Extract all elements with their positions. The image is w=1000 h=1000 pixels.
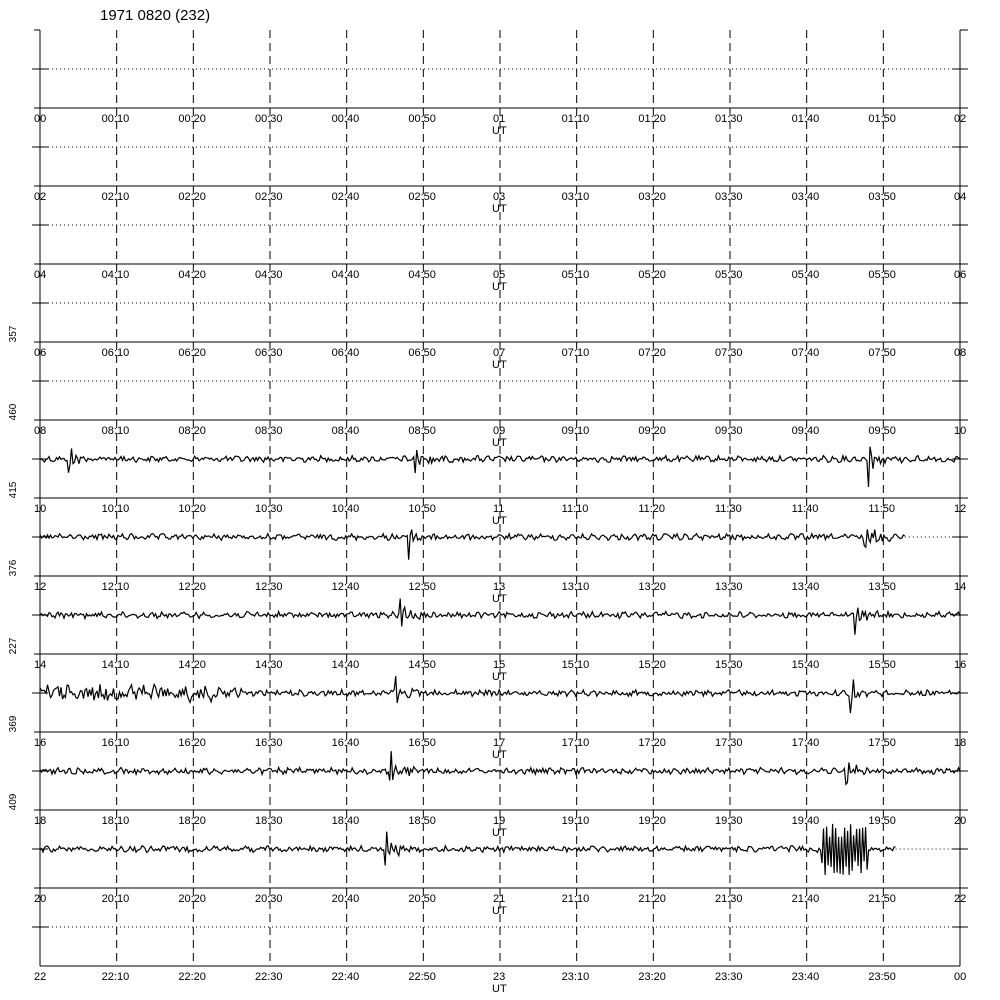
row-ylabel: 460 [8,403,19,421]
minute-tick-label: 23:50 [868,971,896,983]
minute-tick-label: 22:20 [178,971,206,983]
minute-tick-label: 18:20 [178,815,206,827]
minute-tick-label: 01:30 [715,113,743,125]
minute-tick-label: 02:20 [178,191,206,203]
minute-tick-label: 16:20 [178,737,206,749]
minute-tick-label: 12:10 [101,581,130,593]
ut-axis-label: UT [492,983,507,995]
row-04 [32,186,968,293]
minute-tick-label: 02:40 [331,191,360,203]
minute-tick-label: 06:50 [408,347,436,359]
minute-tick-label: 11 [493,503,505,515]
minute-tick-label: 22:30 [255,971,283,983]
row-ylabel: 369 [8,715,19,733]
minute-tick-label: 03:10 [561,191,590,203]
minute-tick-label: 12:50 [408,581,436,593]
minute-tick-label: 19:50 [868,815,896,827]
minute-tick-label: 15:40 [791,659,820,671]
minute-tick-label: 19:20 [638,815,666,827]
minute-tick-label: 07:30 [715,347,743,359]
minute-tick-label: 18:10 [101,815,130,827]
minute-tick-label: 22:10 [101,971,130,983]
minute-tick-label: 14:40 [331,659,360,671]
row-16 [8,637,968,761]
hour-label-start: 12 [34,581,47,593]
minute-tick-label: 15:30 [715,659,743,671]
minute-tick-label: 09:40 [791,425,820,437]
minute-tick-label: 12:30 [255,581,283,593]
hour-label-end: 14 [954,581,967,593]
minute-tick-label: 17:40 [791,737,820,749]
minute-tick-label: 19:30 [715,815,743,827]
row-ylabel: 409 [8,793,19,811]
minute-tick-label: 08:10 [101,425,130,437]
minute-tick-label: 22:50 [408,971,436,983]
minute-tick-label: 04:30 [255,269,283,281]
minute-tick-label: 01:20 [638,113,666,125]
minute-tick-label: 13:20 [638,581,666,593]
minute-tick-label: 07:20 [638,347,666,359]
ut-axis-label: UT [492,203,507,215]
minute-tick-label: 15:10 [561,659,590,671]
minute-tick-label: 23 [493,971,506,983]
minute-tick-label: 17:30 [715,737,743,749]
minute-tick-label: 12:20 [178,581,206,593]
minute-tick-label: 03:40 [791,191,820,203]
minute-tick-label: 07:40 [791,347,820,359]
minute-tick-label: 03:20 [638,191,666,203]
minute-tick-label: 23:20 [638,971,666,983]
minute-tick-label: 16:30 [255,737,283,749]
minute-tick-label: 01:40 [791,113,820,125]
minute-tick-label: 10:30 [255,503,283,515]
minute-tick-label: 10:50 [408,503,436,515]
minute-tick-label: 13:10 [561,581,590,593]
minute-tick-label: 15 [493,659,506,671]
minute-tick-label: 02:30 [255,191,283,203]
hour-label-start: 04 [34,269,47,281]
row-ylabel: 227 [8,637,19,655]
minute-tick-label: 08:20 [178,425,206,437]
ut-axis-label: UT [492,125,507,137]
row-20 [8,793,968,917]
minute-tick-label: 11:40 [791,503,819,515]
minute-tick-label: 09:50 [868,425,896,437]
minute-tick-label: 23:10 [561,971,590,983]
minute-tick-label: 06:40 [331,347,360,359]
hour-label-end: 08 [954,347,967,359]
hour-label-start: 22 [34,971,47,983]
minute-tick-label: 18:30 [255,815,283,827]
minute-tick-label: 10:40 [331,503,360,515]
ut-axis-label: UT [492,827,507,839]
minute-tick-label: 13:30 [715,581,743,593]
hour-label-start: 02 [34,191,47,203]
minute-tick-label: 02:50 [408,191,436,203]
hour-label-end: 16 [954,659,967,671]
minute-tick-label: 11:30 [715,503,742,515]
plot-rows [8,30,968,995]
minute-tick-label: 20:10 [101,893,130,905]
row-00 [32,30,968,137]
minute-tick-label: 21:40 [791,893,820,905]
minute-tick-label: 08:30 [255,425,283,437]
minute-tick-label: 19:10 [561,815,590,827]
minute-tick-label: 01 [493,113,506,125]
minute-tick-label: 00:50 [408,113,436,125]
minute-tick-label: 13:40 [791,581,820,593]
minute-tick-label: 11:50 [868,503,896,515]
hour-label-start: 20 [34,893,47,905]
minute-tick-label: 21:50 [868,893,896,905]
minute-tick-label: 06:30 [255,347,283,359]
ut-axis-label: UT [492,749,507,761]
minute-tick-label: 14:10 [101,659,130,671]
hour-label-end: 12 [954,503,967,515]
ut-axis-label: UT [492,593,507,605]
minute-tick-label: 15:50 [868,659,896,671]
row-02 [32,108,968,215]
hour-label-start: 10 [34,503,47,515]
hour-label-end: 22 [954,893,967,905]
hour-label-end: 20 [954,815,967,827]
minute-tick-label: 04:20 [178,269,206,281]
hour-label-end: 02 [954,113,967,125]
minute-tick-label: 23:30 [715,971,743,983]
minute-tick-label: 21:30 [715,893,743,905]
minute-tick-label: 16:50 [408,737,436,749]
hour-label-end: 00 [954,971,967,983]
minute-tick-label: 10:20 [178,503,206,515]
seismic-trace [40,824,896,875]
seismic-trace [40,529,905,559]
minute-tick-label: 05:20 [638,269,666,281]
minute-tick-label: 05:40 [791,269,820,281]
minute-tick-label: 14:20 [178,659,206,671]
chart-title: 1971 0820 (232) [100,7,211,24]
row-12 [8,481,968,605]
minute-tick-label: 14:50 [408,659,436,671]
minute-tick-label: 19 [493,815,506,827]
minute-tick-label: 03 [493,191,506,203]
minute-tick-label: 05:50 [868,269,896,281]
minute-tick-label: 03:30 [715,191,743,203]
minute-tick-label: 20:50 [408,893,436,905]
minute-tick-label: 04:50 [408,269,436,281]
row-ylabel: 376 [8,559,19,577]
minute-tick-label: 19:40 [791,815,820,827]
minute-tick-label: 05:10 [561,269,590,281]
minute-tick-label: 08:40 [331,425,360,437]
minute-tick-label: 21:20 [638,893,666,905]
minute-tick-label: 09:30 [715,425,743,437]
minute-tick-label: 08:50 [408,425,436,437]
minute-tick-label: 00:30 [255,113,283,125]
minute-tick-label: 21:10 [561,893,590,905]
minute-tick-label: 17 [493,737,506,749]
minute-tick-label: 03:50 [868,191,896,203]
minute-tick-label: 17:50 [868,737,896,749]
minute-tick-label: 06:20 [178,347,206,359]
hour-label-start: 00 [34,113,47,125]
minute-tick-label: 12:40 [331,581,360,593]
minute-tick-label: 10:10 [101,503,130,515]
hour-label-end: 06 [954,269,967,281]
hour-label-start: 14 [34,659,47,671]
row-10 [8,403,968,527]
minute-tick-label: 23:40 [791,971,820,983]
minute-tick-label: 14:30 [255,659,283,671]
minute-tick-label: 01:50 [868,113,896,125]
minute-tick-label: 16:40 [331,737,360,749]
hour-label-start: 16 [34,737,47,749]
minute-tick-label: 18:40 [331,815,360,827]
minute-tick-label: 13 [493,581,506,593]
minute-tick-label: 17:10 [561,737,590,749]
minute-tick-label: 02:10 [101,191,130,203]
ut-axis-label: UT [492,905,507,917]
minute-tick-label: 11:20 [638,503,666,515]
minute-tick-label: 20:40 [331,893,360,905]
minute-tick-label: 20:20 [178,893,206,905]
minute-tick-label: 05:30 [715,269,743,281]
minute-tick-label: 18:50 [408,815,436,827]
hour-label-start: 18 [34,815,47,827]
row-14 [8,559,968,683]
row-ylabel: 415 [8,481,19,499]
ut-axis-label: UT [492,359,507,371]
minute-tick-label: 05 [493,269,506,281]
minute-tick-label: 20:30 [255,893,283,905]
row-ylabel: 357 [8,325,19,343]
minute-tick-label: 04:10 [101,269,130,281]
minute-tick-label: 15:20 [638,659,666,671]
minute-tick-label: 01:10 [561,113,590,125]
minute-tick-label: 07 [493,347,506,359]
row-06 [32,264,968,371]
ut-axis-label: UT [492,437,507,449]
ut-axis-label: UT [492,671,507,683]
minute-tick-label: 07:10 [561,347,590,359]
minute-tick-label: 00:40 [331,113,360,125]
minute-tick-label: 16:10 [101,737,130,749]
minute-tick-label: 11:10 [561,503,589,515]
hour-label-end: 18 [954,737,967,749]
ut-axis-label: UT [492,281,507,293]
ut-axis-label: UT [492,515,507,527]
minute-tick-label: 07:50 [868,347,896,359]
row-22 [32,888,968,995]
row-08 [8,325,968,449]
minute-tick-label: 09:10 [561,425,590,437]
minute-tick-label: 06:10 [101,347,130,359]
hour-label-start: 06 [34,347,47,359]
minute-tick-label: 00:10 [101,113,130,125]
hour-label-end: 04 [954,191,967,203]
minute-tick-label: 00:20 [178,113,206,125]
minute-tick-label: 13:50 [868,581,896,593]
hour-label-end: 10 [954,425,967,437]
minute-tick-label: 17:20 [638,737,666,749]
minute-tick-label: 22:40 [331,971,360,983]
hour-label-start: 08 [34,425,47,437]
minute-tick-label: 21 [493,893,506,905]
minute-tick-label: 09:20 [638,425,666,437]
minute-tick-label: 09 [493,425,506,437]
minute-tick-label: 04:40 [331,269,360,281]
row-18 [8,715,968,839]
